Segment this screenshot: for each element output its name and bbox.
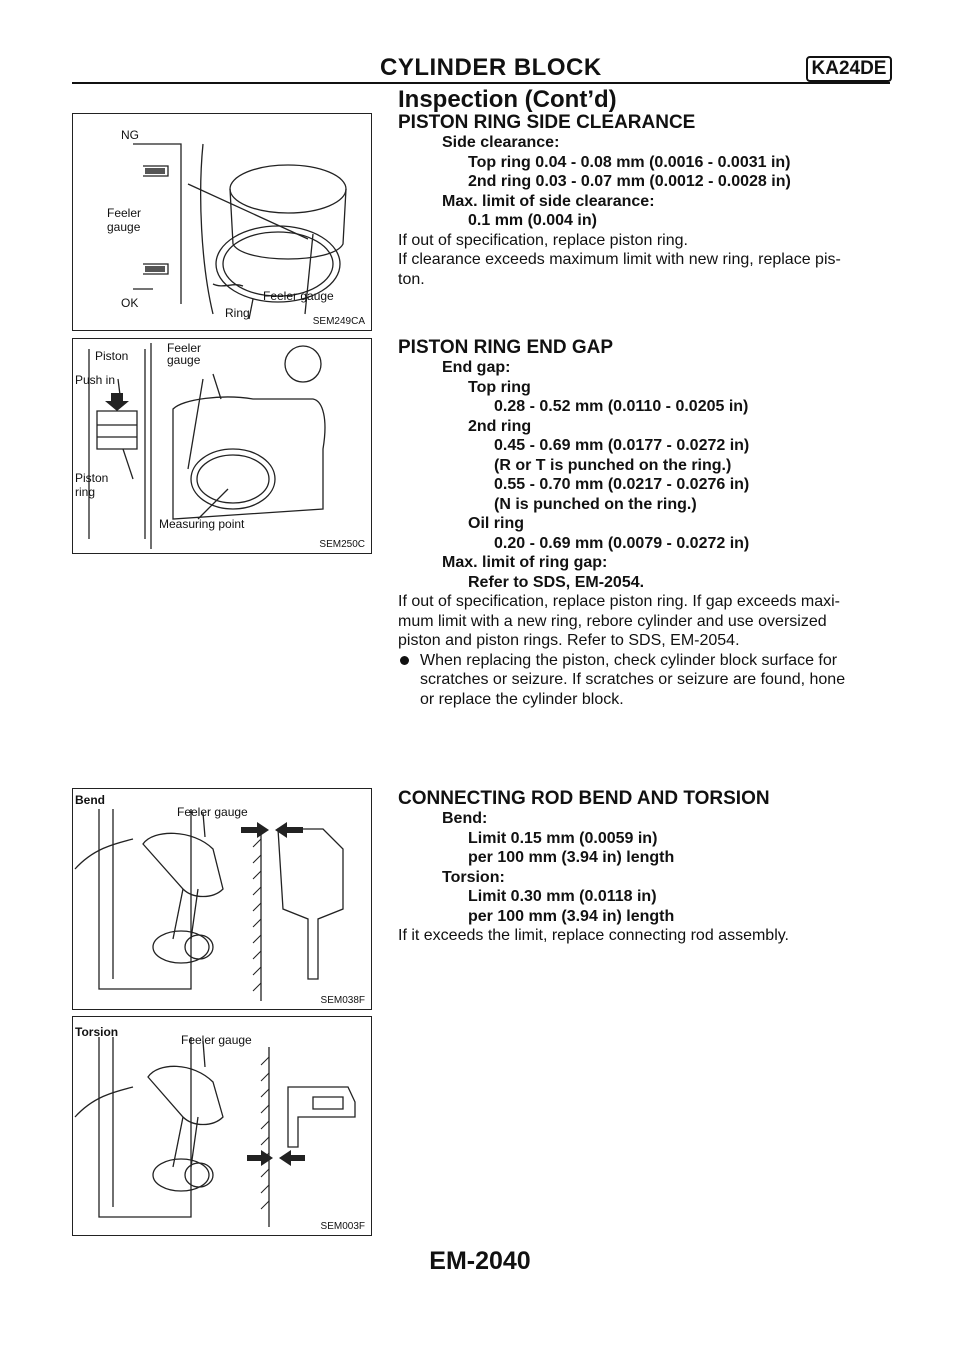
rod-bend-illustration (73, 789, 371, 1009)
label-feeler-gauge: Feeler gauge (181, 1033, 252, 1047)
spec-line: Top ring (468, 378, 531, 396)
bullet-item (398, 651, 890, 710)
section-heading: PISTON RING END GAP (398, 337, 614, 358)
spec-line: Top ring 0.04 - 0.08 mm (0.0016 - 0.0031 in) (468, 153, 791, 171)
spec-line: 0.28 - 0.52 mm (0.0110 - 0.0205 in) (494, 398, 749, 415)
label-ng: NG (121, 128, 139, 142)
figure-code: SEM249CA (312, 316, 365, 327)
bullet-line: When replacing the piston, check cylinder block surface for (420, 651, 838, 669)
body-line: ton. (398, 270, 425, 288)
spec-line: per 100 mm (3.94 in) length (468, 849, 675, 866)
page-number: EM-2040 (429, 1247, 531, 1275)
label-feeler-2: gauge (167, 353, 201, 367)
section-rod-bend-torsion (398, 788, 890, 946)
label-piston-ring-2: ring (75, 485, 96, 499)
figure-end-gap (72, 338, 372, 554)
label-ok: OK (121, 296, 139, 310)
section-heading: CONNECTING ROD BEND AND TORSION (398, 788, 770, 809)
label-feeler-gauge: Feeler gauge (177, 805, 248, 819)
section-end-gap (398, 337, 890, 709)
header-rule (72, 82, 890, 84)
page-subtitle: Inspection (Cont’d) (398, 86, 617, 113)
spec-line: 0.20 - 0.69 mm (0.0079 - 0.0272 in) (494, 534, 750, 552)
spec-line: Limit 0.15 mm (0.0059 in) (468, 829, 658, 847)
spec-line: Torsion: (442, 868, 505, 886)
section-title: CYLINDER BLOCK (380, 54, 602, 81)
figure-code: SEM003F (320, 1221, 365, 1232)
spec-line: Max. limit of ring gap: (442, 554, 608, 571)
bullet-line: or replace the cylinder block. (420, 690, 624, 708)
body-line: piston and piston rings. Refer to SDS, EM-2054. (398, 632, 740, 649)
bullet-dot (400, 656, 409, 665)
body-line: mum limit with a new ring, rebore cylinder and use oversized (398, 612, 827, 630)
figure-code: SEM038F (320, 995, 365, 1006)
spec-line: 0.45 - 0.69 mm (0.0177 - 0.0272 in) (494, 437, 750, 454)
figure-side-clearance (72, 113, 372, 331)
spec-line: Side clearance: (442, 134, 560, 151)
body-line: If out of specification, replace piston ring. If gap exceeds maxi- (398, 593, 841, 610)
label-piston: Piston (95, 349, 129, 363)
spec-line: Oil ring (468, 515, 524, 532)
spec-line: 0.1 mm (0.004 in) (468, 212, 597, 229)
rod-torsion-illustration (73, 1017, 371, 1235)
spec-line: End gap: (442, 359, 511, 376)
spec-line: Limit 0.30 mm (0.0118 in) (468, 888, 657, 905)
label-piston-ring-1: Piston (75, 471, 109, 485)
bullet-line: scratches or seizure. If scratches or seizure are found, hone (420, 671, 846, 688)
body-line: If it exceeds the limit, replace connecting rod assembly. (398, 927, 789, 944)
spec-line: Bend: (442, 810, 488, 827)
label-ring: Ring (225, 306, 250, 320)
spec-line: Max. limit of side clearance: (442, 192, 655, 210)
body-line: If clearance exceeds maximum limit with new ring, replace pis- (398, 251, 841, 268)
spec-line: 2nd ring (468, 417, 532, 435)
label-torsion: Torsion (75, 1025, 119, 1039)
label-feeler-1: Feeler (167, 341, 202, 355)
section-side-clearance (398, 112, 890, 289)
label-bend: Bend (75, 793, 105, 807)
label-feeler-gauge-left-2: gauge (107, 220, 141, 234)
spec-line: (R or T is punched on the ring.) (494, 456, 732, 474)
spec-line: per 100 mm (3.94 in) length (468, 907, 675, 925)
spec-line: 0.55 - 0.70 mm (0.0217 - 0.0276 in) (494, 476, 750, 493)
label-measuring-point: Measuring point (159, 517, 245, 531)
engine-model-badge: KA24DE (806, 56, 892, 82)
figure-rod-torsion (72, 1016, 372, 1236)
label-feeler-gauge-left-1: Feeler (107, 206, 142, 220)
spec-line: (N is punched on the ring.) (494, 495, 697, 513)
section-heading: PISTON RING SIDE CLEARANCE (398, 112, 696, 133)
body-line: If out of specification, replace piston ring. (398, 231, 688, 249)
label-feeler-gauge: Feeler gauge (263, 289, 334, 303)
figure-rod-bend (72, 788, 372, 1010)
spec-line: 2nd ring 0.03 - 0.07 mm (0.0012 - 0.0028 in) (468, 173, 791, 190)
spec-line: Refer to SDS, EM-2054. (468, 573, 645, 591)
label-push-in: Push in (75, 373, 116, 387)
figure-code: SEM250C (319, 539, 365, 550)
